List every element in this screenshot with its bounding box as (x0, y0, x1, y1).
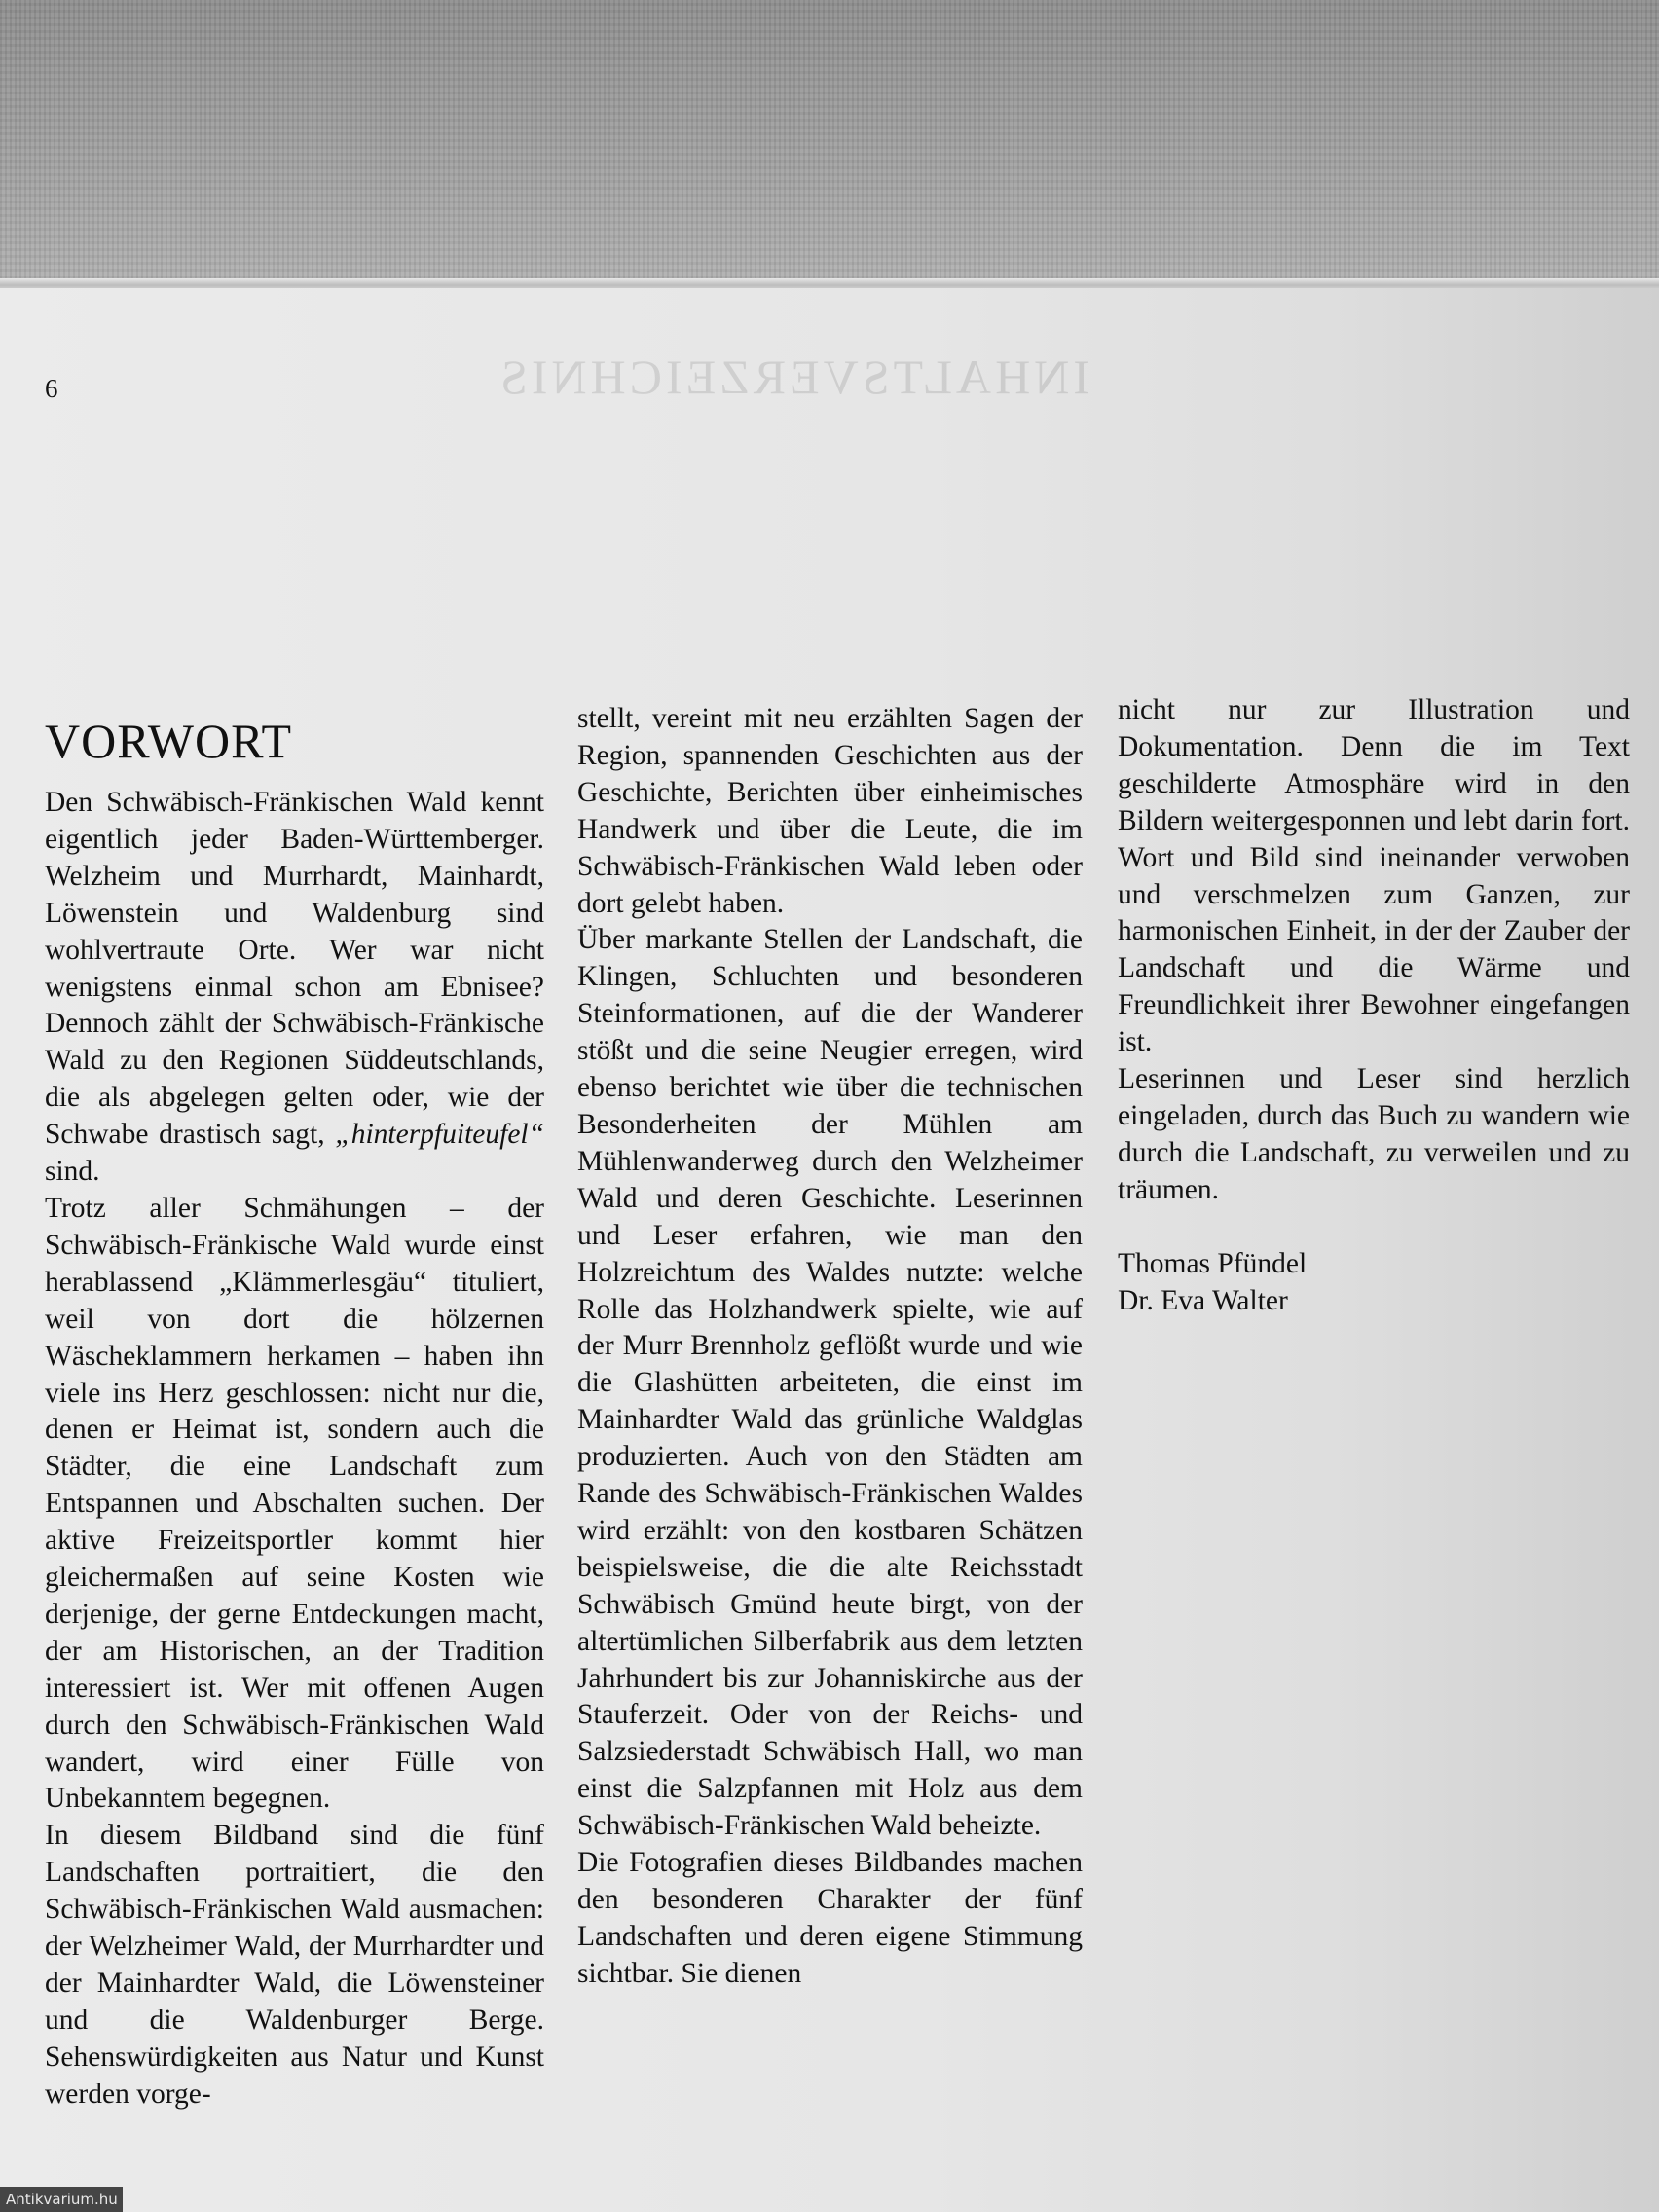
show-through-heading: INHALTSVERZEICHNIS (497, 350, 1090, 404)
paragraph: Über markante Stellen der Landschaft, die Klingen, Schluchten und besonderen Steinformationen, auf die der Wanderer stößt und die seine Neugier erregen, wird ebenso berichtet wie über die technischen Besonderheiten der Mühlen am Mühlenwanderweg durch den Welzheimer Wald und deren Geschichte. Leserinnen und Leser erfahren, wie man den Holzreichtum des Waldes nutzte: welche Rolle das Holzhandwerk spielte, wie auf der Murr Brennholz geflößt wurde und wie die Glashütten arbeiteten, die einst im Mainhardter Wald das grünliche Waldglas produzierten. Auch von den Städten am Rande des Schwäbisch-Fränkischen Waldes wird erzählt: von den kostbaren Schätzen beispielsweise, die die alte Reichsstadt Schwäbisch Gmünd heute birgt, von der altertümlichen Silberfabrik aus dem letzten Jahrhundert bis zur Johanniskirche aus der Stauferzeit. Oder von der Reichs- und Salzsiederstadt Schwäbisch Hall, wo man einst die Salzpfannen mit Holz aus dem Schwäbisch-Fränkischen Wald beheizte. (577, 924, 1083, 1842)
paragraph: Leserinnen und Leser sind herzlich eingeladen, durch das Buch zu wandern wie durch die Landschaft, zu verweilen und zu träumen. (1118, 1063, 1630, 1205)
book-page (0, 288, 1659, 2212)
emphasis-text: „hinterpfuiteufel“ (335, 1119, 545, 1151)
paragraph: In diesem Bildband sind die fünf Landschaften portraitiert, die den Schwäbisch-Fränkischen Wald ausmachen: der Welzheimer Wald, der Murrhardter und der Mainhardter Wald, die Löwensteiner und die Waldenburger Berge. Sehenswürdigkeiten aus Natur und Kunst werden vorge- (45, 1820, 544, 2110)
text-column-1 (45, 785, 544, 2114)
background-surface (0, 0, 1659, 292)
page-title: VORWORT (45, 714, 292, 768)
author-name: Thomas Pfündel (1118, 1247, 1308, 1279)
paragraph: stellt, vereint mit neu erzählten Sagen der Region, spannenden Geschichten aus der Geschichte, Berichten über einheimisches Handwerk und über die Leute, die im Schwäbisch-Fränkischen Wald leben oder dort gelebt haben. (577, 703, 1083, 919)
author-signature (1118, 1246, 1630, 1320)
text-column-2 (577, 701, 1083, 1993)
text-column-3 (1118, 692, 1630, 1320)
page-number: 6 (45, 374, 58, 403)
paragraph: Trotz aller Schmähungen – der Schwäbisch-Fränkische Wald wurde einst herablassend „Klämmerlesgäu“ tituliert, weil von dort die hölzernen Wäscheklammern herkamen – haben ihn viele ins Herz geschlossen: nicht nur die, denen er Heimat ist, sondern auch die Städter, die eine Landschaft zum Entspannen und Abschalten suchen. Der aktive Freizeitsportler kommt hier gleichermaßen auf seine Kosten wie derjenige, der gerne Entdeckungen macht, der am Historischen, an der Tradition interessiert ist. Wer mit offenen Augen durch den Schwäbisch-Fränkischen Wald wandert, wird einer Fülle von Unbekanntem begegnen. (45, 1192, 544, 1815)
paragraph: Den Schwäbisch-Fränkischen Wald kennt eigentlich jeder Baden-Württemberger. Welzheim und Murrhardt, Mainhardt, Löwenstein und Waldenburg sind wohlvertraute Orte. Wer war nicht wenigstens einmal schon am Ebnisee? Dennoch zählt der Schwäbisch-Fränkische Wald zu den Regionen Süddeutschlands, die als abgelegen gelten oder, wie der Schwabe drastisch sagt, „hinterpfuiteufel“ sind. (45, 787, 545, 1188)
watermark-label: Antikvarium.hu (0, 2187, 123, 2212)
paragraph: nicht nur zur Illustration und Dokumentation. Denn die im Text geschilderte Atmosphäre wird in den Bildern weitergesponnen und lebt darin fort. Wort und Bild sind ineinander verwoben und verschmelzen zum Ganzen, zur harmonischen Einheit, in der der Zauber der Landschaft und die Wärme und Freundlichkeit ihrer Bewohner eingefangen ist. (1118, 694, 1630, 1058)
author-name: Dr. Eva Walter (1118, 1284, 1288, 1316)
paragraph: Die Fotografien dieses Bildbandes machen den besonderen Charakter der fünf Landschaften und deren eigene Stimmung sichtbar. Sie dienen (577, 1847, 1083, 1989)
